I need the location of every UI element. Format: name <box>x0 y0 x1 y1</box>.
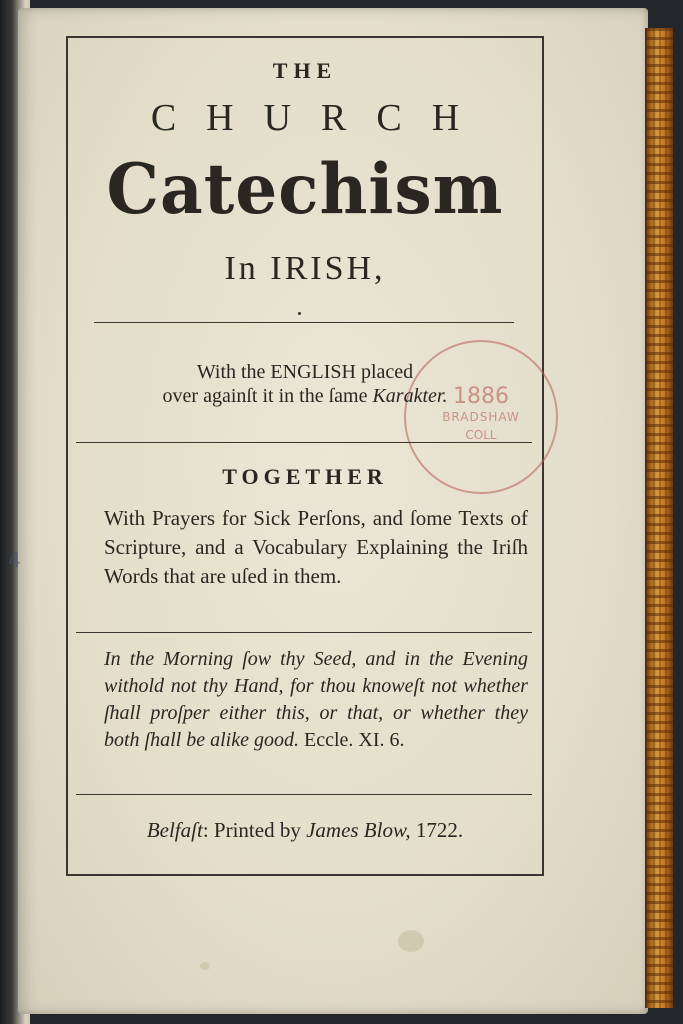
title-church: CHURCH <box>150 97 490 139</box>
paper-stain <box>200 962 210 970</box>
ornament-dot <box>298 312 301 315</box>
together-body: With Prayers for Sick Perſons, and ſome Texts of Scripture, and a Vocabulary Explaining the Iriſh Words that are uſed in them. <box>104 506 528 588</box>
subtitle-line-1: With the ENGLISH placed <box>196 361 414 383</box>
title-catechism: Catechism <box>106 148 504 230</box>
divider-rule <box>76 632 532 633</box>
stamp-name: BRADSHAW <box>442 410 520 424</box>
divider-rule <box>76 794 532 795</box>
subtitle-line-2-text: over againſt it in the ſame <box>162 385 373 407</box>
epigraph-text: In the Morning ſow thy Seed, and in the Evening withold not thy Hand, for thou knoweſt not whether ſhall proſper either this, or that, or whether they both ſhall be alike good. <box>104 648 528 751</box>
imprint-printer: James Blow, <box>306 818 411 842</box>
together-heading: TOGETHER <box>222 464 388 489</box>
divider-rule <box>76 442 532 443</box>
divider-rule <box>94 322 514 323</box>
imprint-text: : Printed by <box>202 818 307 842</box>
epigraph <box>104 646 528 754</box>
title-in-irish: In IRISH, <box>224 250 386 287</box>
subtitle <box>66 360 544 408</box>
subtitle-line-2 <box>66 384 544 408</box>
imprint <box>66 818 544 843</box>
epigraph-reference: Eccle. XI. 6. <box>298 729 405 751</box>
paper-stain <box>398 930 424 952</box>
stamp-year: 1886 <box>453 384 509 409</box>
stamp-collection: COLL <box>465 428 497 442</box>
margin-pencil-mark: 4 <box>8 548 21 572</box>
imprint-year: 1722. <box>410 818 464 842</box>
gilt-page-edge <box>645 28 673 1008</box>
subtitle-line-2-italic: Karakter. <box>372 385 448 407</box>
title-the: THE <box>272 58 338 83</box>
imprint-place: Belfaſt <box>146 818 203 842</box>
